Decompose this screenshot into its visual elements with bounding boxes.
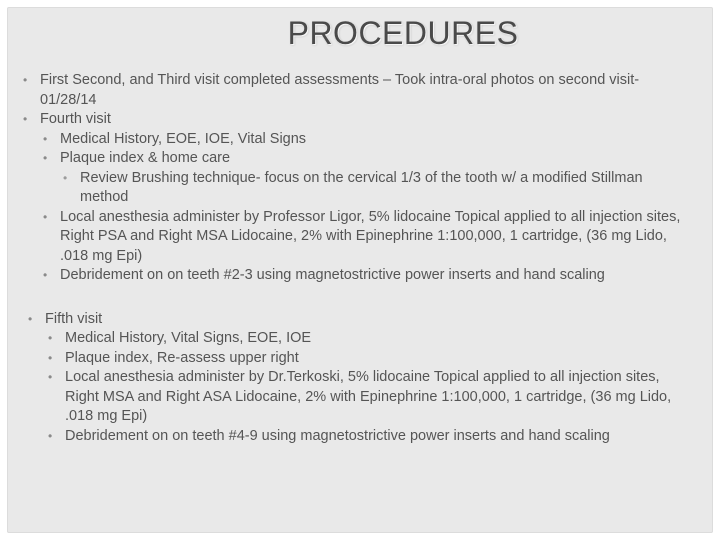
sub-list	[45, 329, 683, 446]
list-item-fourth-visit	[23, 110, 683, 286]
list-item	[40, 208, 683, 267]
list-item-text: Medical History, EOE, IOE, Vital Signs	[60, 130, 307, 147]
bullet-icon: •	[48, 370, 53, 384]
list-item-text: First Second, and Third visit completed assessments – Took intra-oral photos on second visit-01/28/14	[40, 72, 640, 108]
list-item	[40, 149, 683, 208]
list-item	[45, 329, 683, 349]
list-item-text: Plaque index & home care	[60, 150, 231, 166]
bullet-icon: •	[48, 331, 53, 345]
list-item	[60, 169, 683, 208]
list-item-text: Fourth visit	[40, 111, 111, 127]
list-item-fifth-visit	[23, 310, 683, 447]
sub-sub-list	[60, 169, 683, 208]
bullet-icon: •	[43, 131, 48, 146]
list-item-text: Medical History, Vital Signs, EOE, IOE	[65, 330, 312, 346]
list-item-text: Review Brushing technique- focus on the cervical 1/3 of the tooth w/ a modified Stillman method	[80, 169, 643, 205]
slide	[7, 7, 713, 533]
list-item	[45, 427, 683, 447]
list-item	[23, 71, 683, 110]
list-item-text: Debridement on on teeth #4-9 using magnetostrictive power inserts and hand scaling	[65, 427, 610, 444]
bullet-icon: •	[48, 350, 53, 365]
list-item	[40, 130, 683, 150]
list-item	[45, 349, 683, 369]
list-item	[40, 266, 683, 286]
bullet-icon: •	[28, 311, 33, 326]
sub-list	[40, 130, 683, 286]
bullet-icon: •	[43, 209, 48, 224]
list-item-text: Local anesthesia administer by Professor Ligor, 5% lidocaine Topical applied to all injection sites, Right PSA and Right MSA Lidocaine, 2% with Epinephrine 1:100,000, 1 cartridge, (36 mg Lido, .018 mg Epi)	[60, 208, 681, 264]
list-item-text: Local anesthesia administer by Dr.Terkoski, 5% lidocaine Topical applied to all injection sites, Right MSA and Right ASA Lidocaine, 2% with Epinephrine 1:100,000, 1 cartridge, (36 mg Lido, .018 mg Epi)	[65, 369, 672, 424]
bullet-icon: •	[63, 170, 68, 185]
bullet-list	[23, 71, 683, 446]
bullet-icon: •	[48, 428, 53, 443]
bullet-icon: •	[23, 112, 28, 126]
bullet-icon: •	[23, 73, 28, 87]
bullet-icon: •	[43, 151, 48, 165]
slide-title: PROCEDURES	[287, 15, 519, 51]
list-item-text: Plaque index, Re-assess upper right	[65, 349, 299, 366]
list-item-text: Fifth visit	[45, 310, 103, 327]
bullet-icon: •	[43, 268, 48, 282]
list-item-text: Debridement on on teeth #2-3 using magnetostrictive power inserts and hand scaling	[60, 267, 605, 283]
list-item	[45, 368, 683, 427]
